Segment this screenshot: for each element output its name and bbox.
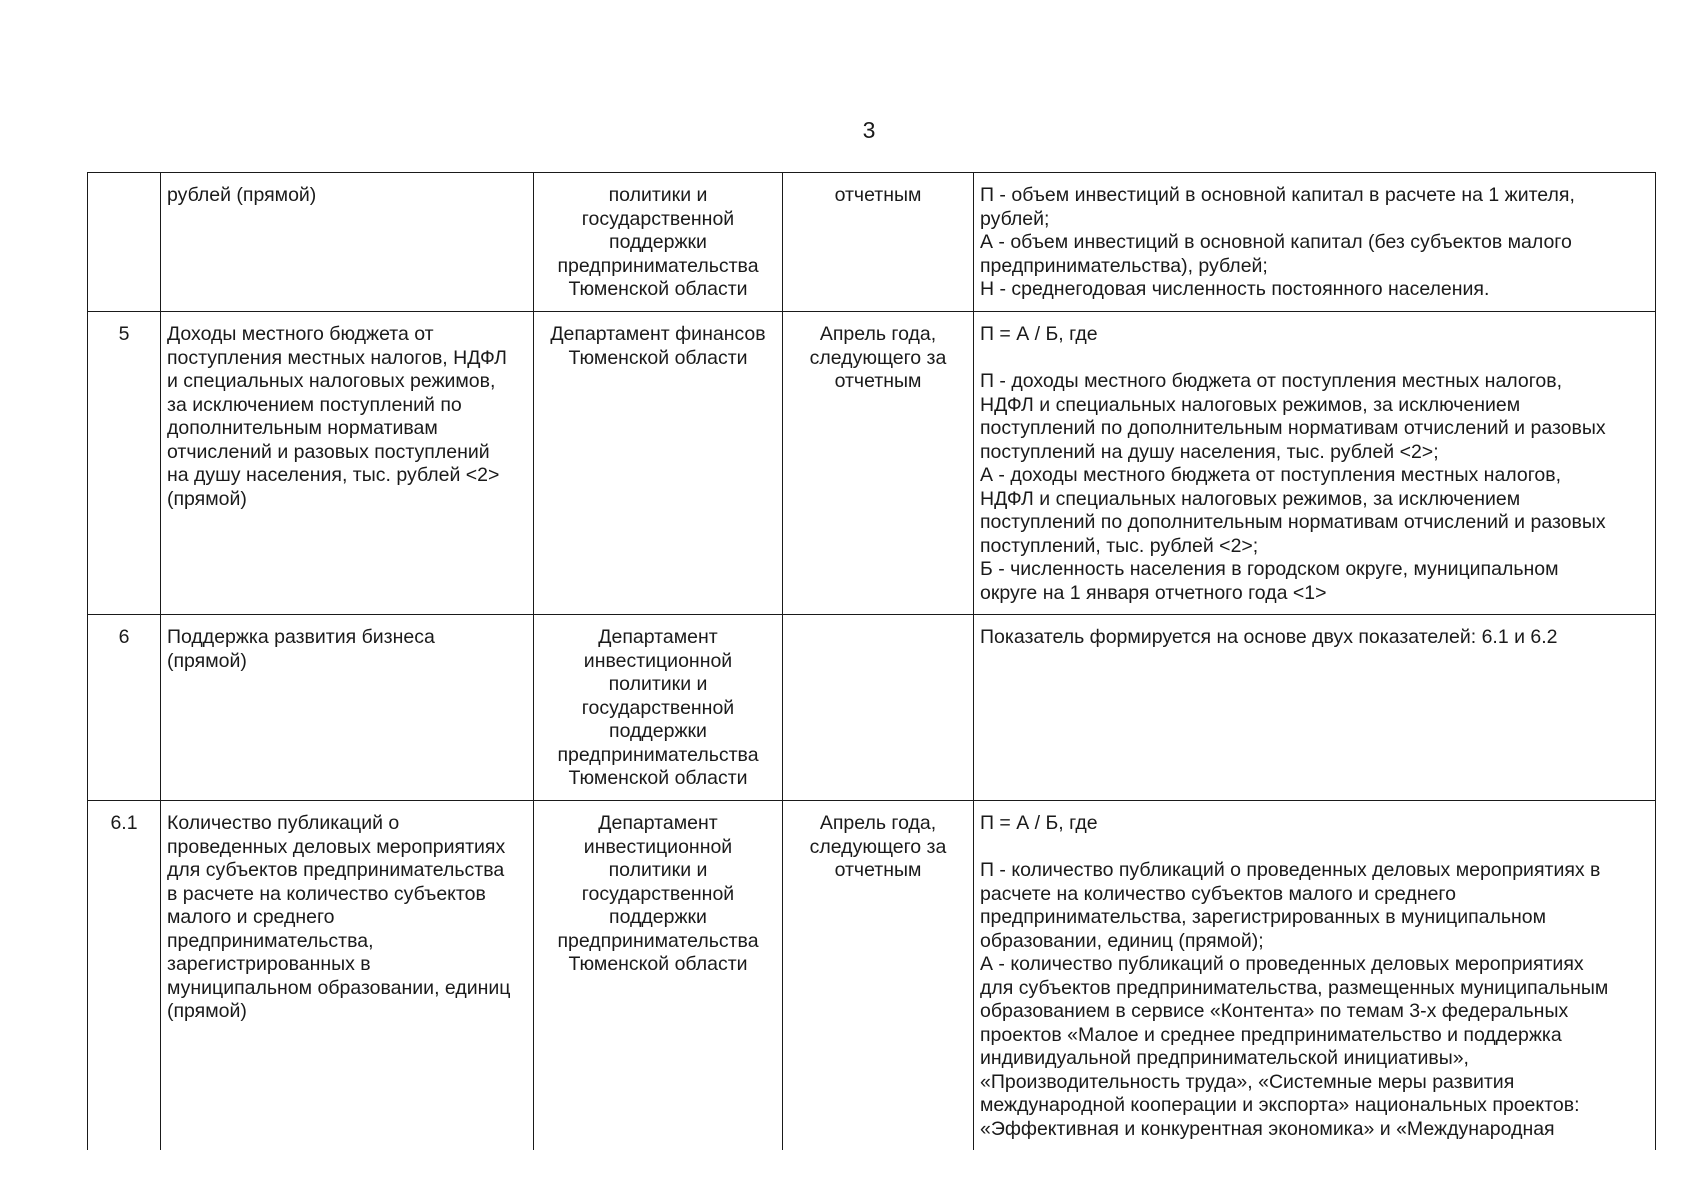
responsible-department-cell [534,615,783,801]
responsible-department-cell [534,801,783,1150]
formula-line: П = А / Б, где [980,812,1098,834]
department-line: инвестиционной [583,835,733,858]
indicator-number: 5 [118,323,130,345]
formula-line: округе на 1 января отчетного года <1> [980,581,1327,604]
department-line: государственной [581,207,735,230]
indicator-name-line: Количество публикаций о [167,812,400,834]
indicator-name-line: (прямой) [167,1000,247,1022]
department-line: Департамент финансов [550,323,766,345]
formula-line: предпринимательства, зарегистрированных в муниципальном [980,906,1547,928]
blank-line [980,347,1649,371]
table-row [88,801,1656,1150]
formula-line: индивидуальной предпринимательской инициативы», [980,1047,1469,1069]
department-line: государственной [581,882,735,905]
indicator-name-line: муниципальном образовании, единиц [167,976,511,999]
formula-line: П - доходы местного бюджета от поступления местных налогов, [980,370,1563,392]
deadline-line: следующего за [809,346,947,369]
deadline-cell [783,173,974,312]
formula-line: «Эффективная и конкурентная экономика» и «Международная [980,1117,1555,1140]
indicator-number: 6 [118,626,130,648]
department-line: государственной [581,696,735,719]
formula-line: международной кооперации и экспорта» национальных проектов: [980,1094,1580,1116]
indicator-name-cell [161,312,534,615]
deadline-line: Апрель года, [819,812,937,834]
formula-line: проектов «Малое и среднее предпринимательство и поддержка [980,1023,1562,1046]
department-line: политики и [608,184,708,206]
responsible-department-cell [534,312,783,615]
department-line: Тюменской области [568,953,748,975]
indicator-number-cell [88,801,161,1150]
indicator-name-line: за исключением поступлений по [167,393,462,416]
indicator-number-cell [88,312,161,615]
formula-line: Н - среднегодовая численность постоянного населения. [980,278,1490,300]
calculation-method-cell [974,801,1656,1150]
indicator-name-line: малого и среднего [167,906,335,928]
responsible-department-cell [534,173,783,312]
indicator-name-line: проведенных деловых мероприятиях [167,835,506,858]
indicator-name-line: для субъектов предпринимательства [167,859,505,881]
formula-line: предпринимательства), рублей; [980,254,1268,277]
formula-line: А - объем инвестиций в основной капитал (без субъектов малого [980,231,1572,253]
department-line: поддержки [609,231,707,253]
formula-line: Б - численность населения в городском округе, муниципальном [980,558,1559,580]
deadline-line: отчетным [834,184,922,206]
department-line: предпринимательства [557,254,759,277]
formula-line: образовании, единиц (прямой); [980,929,1264,952]
department-line: политики и [608,673,708,695]
department-line: Тюменской области [568,767,748,789]
indicator-number-cell [88,173,161,312]
indicator-name-cell [161,615,534,801]
table-row [88,312,1656,615]
formula-line: «Производительность труда», «Системные меры развития [980,1070,1515,1093]
page-number: 3 [862,117,876,143]
formula-line: Показатель формируется на основе двух показателей: 6.1 и 6.2 [980,626,1558,648]
formula-line: расчете на количество субъектов малого и среднего [980,882,1456,905]
formula-line: НДФЛ и специальных налоговых режимов, за исключением [980,393,1521,416]
deadline-line: Апрель года, [819,323,937,345]
calculation-method-cell [974,173,1656,312]
indicator-name-line: поступления местных налогов, НДФЛ [167,346,507,369]
formula-line: рублей; [980,207,1050,230]
indicator-name-line: (прямой) [167,649,247,672]
formula-line: П - объем инвестиций в основной капитал в расчете на 1 жителя, [980,184,1575,206]
indicator-name-line: Поддержка развития бизнеса [167,626,435,648]
table-row [88,173,1656,312]
department-line: поддержки [609,720,707,742]
deadline-line: отчетным [834,859,922,881]
indicator-name-line: Доходы местного бюджета от [167,323,434,345]
indicator-name-line: на душу населения, тыс. рублей <2> [167,464,500,486]
formula-line: для субъектов предпринимательства, размещенных муниципальным [980,976,1609,999]
formula-line: поступлений на душу населения, тыс. рублей <2>; [980,440,1439,463]
formula-line: поступлений по дополнительным нормативам отчислений и разовых [980,417,1606,439]
department-line: предпринимательства [557,929,759,952]
deadline-cell [783,312,974,615]
department-line: предпринимательства [557,743,759,766]
calculation-method-cell [974,312,1656,615]
indicator-number: 6.1 [110,812,138,834]
indicator-name-line: отчислений и разовых поступлений [167,440,490,463]
indicator-name-line: в расчете на количество субъектов [167,882,486,905]
department-line: инвестиционной [583,649,733,672]
calculation-method-cell [974,615,1656,801]
formula-line: НДФЛ и специальных налоговых режимов, за исключением [980,487,1521,510]
formula-line: образованием в сервисе «Контента» по темам 3-х федеральных [980,1000,1569,1022]
indicator-name-line: зарегистрированных в [167,953,371,975]
blank-line [980,836,1649,860]
formula-line: П - количество публикаций о проведенных деловых мероприятиях в [980,859,1601,881]
indicator-name-line: рублей (прямой) [167,184,317,206]
department-line: Департамент [598,812,718,834]
deadline-line: следующего за [809,835,947,858]
indicator-name-line: предпринимательства, [167,929,374,952]
indicators-table [87,172,1656,1150]
formula-line: поступлений, тыс. рублей <2>; [980,534,1259,557]
indicator-name-line: (прямой) [167,487,247,510]
deadline-line: отчетным [834,370,922,392]
department-line: Тюменской области [568,278,748,300]
formula-line: А - количество публикаций о проведенных деловых мероприятиях [980,953,1584,975]
department-line: Тюменской области [568,346,748,369]
formula-line: А - доходы местного бюджета от поступления местных налогов, [980,464,1562,486]
indicator-name-line: дополнительным нормативам [167,417,438,439]
department-line: Департамент [598,626,718,648]
formula-line: П = А / Б, где [980,323,1098,345]
deadline-cell [783,801,974,1150]
table-row [88,615,1656,801]
formula-line: поступлений по дополнительным нормативам отчислений и разовых [980,511,1606,533]
deadline-cell [783,615,974,801]
indicator-name-line: и специальных налоговых режимов, [167,370,496,392]
department-line: поддержки [609,906,707,928]
department-line: политики и [608,859,708,881]
indicator-number-cell [88,615,161,801]
indicator-name-cell [161,173,534,312]
indicator-name-cell [161,801,534,1150]
